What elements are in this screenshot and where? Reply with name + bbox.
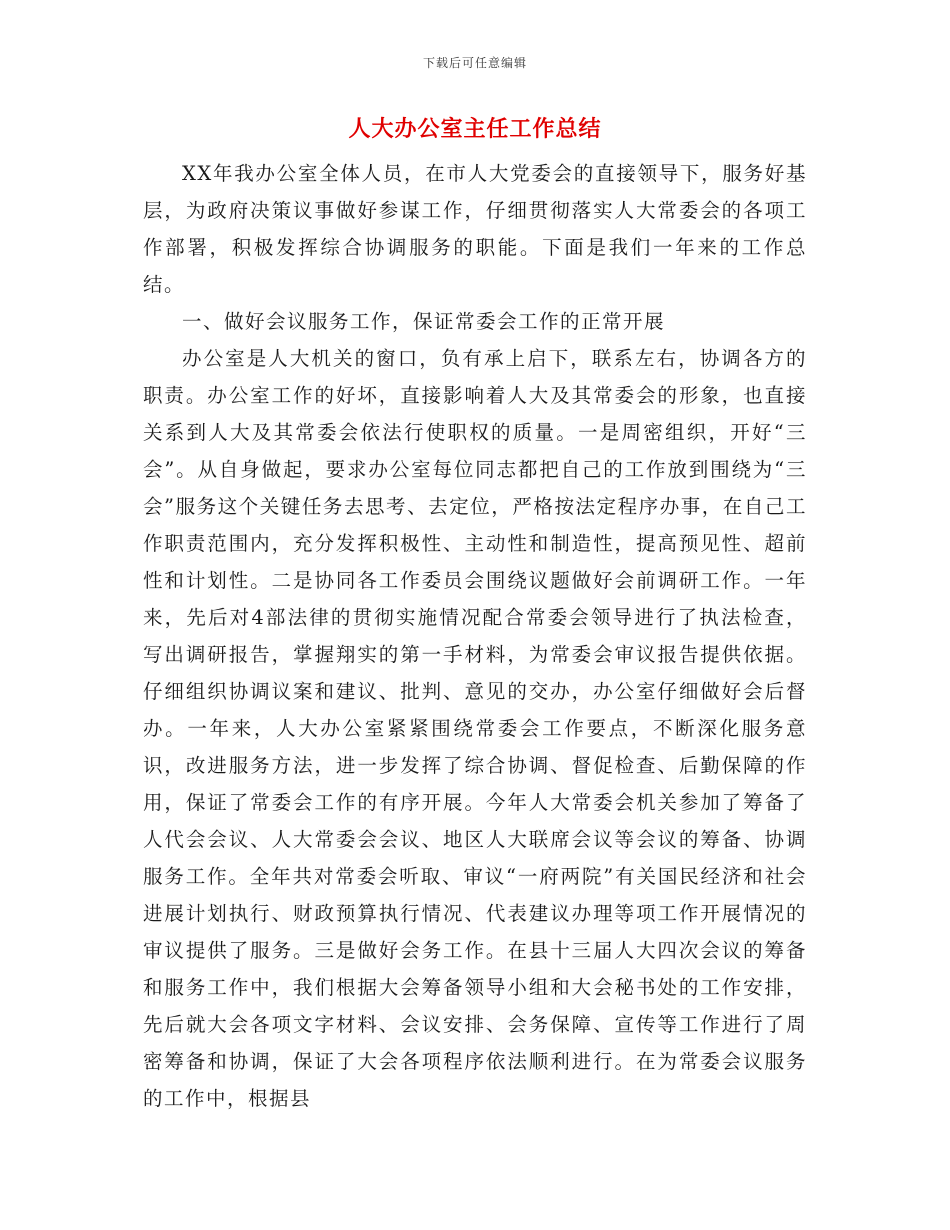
paragraph-intro: XX年我办公室全体人员，在市人大党委会的直接领导下，服务好基层，为政府决策议事做好参谋工作，仔细贯彻落实人大常委会的各项工作部署，积极发挥综合协调服务的职能。下面是我们一年来的工作总结。 (143, 162, 807, 296)
document-title: 人大办公室主任工作总结 (348, 116, 602, 142)
header-note: 下载后可任意编辑 (422, 56, 527, 70)
document-body (143, 155, 807, 1117)
paragraph-section-heading: 一、做好会议服务工作，保证常委会工作的正常开展 (182, 310, 666, 333)
paragraph-main: 办公室是人大机关的窗口，负有承上启下，联系左右，协调各方的职责。办公室工作的好坏，直接影响着人大及其常委会的形象，也直接关系到人大及其常委会依法行使职权的质量。一是周密组织，开好“三会”。从自身做起，要求办公室每位同志都把自己的工作放到围绕为“三会”服务这个关键任务去思考、去定位，严格按法定程序办事，在自己工作职责范围内，充分发挥积极性、主动性和制造性，提高预见性、超前性和计划性。二是协同各工作委员会围绕议题做好会前调研工作。一年来，先后对4部法律的贯彻实施情况配合常委会领导进行了执法检查，写出调研报告，掌握翔实的第一手材料，为常委会审议报告提供依据。仔细组织协调议案和建议、批判、意见的交办，办公室仔细做好会后督办。一年来，人大办公室紧紧围绕常委会工作要点，不断深化服务意识，改进服务方法，进一步发挥了综合协调、督促检查、后勤保障的作用，保证了常委会工作的有序开展。今年人大常委会机关参加了筹备了人代会会议、人大常委会会议、地区人大联席会议等会议的筹备、协调服务工作。全年共对常委会听取、审议“一府两院”有关国民经济和社会进展计划执行、财政预算执行情况、代表建议办理等项工作开展情况的审议提供了服务。三是做好会务工作。在县十三届人大四次会议的筹备和服务工作中，我们根据大会筹备领导小组和大会秘书处的工作安排，先后就大会各项文字材料、会议安排、会务保障、宣传等工作进行了周密筹备和协调，保证了大会各项程序依法顺利进行。在为常委会议服务的工作中，根据县 (143, 347, 807, 1110)
